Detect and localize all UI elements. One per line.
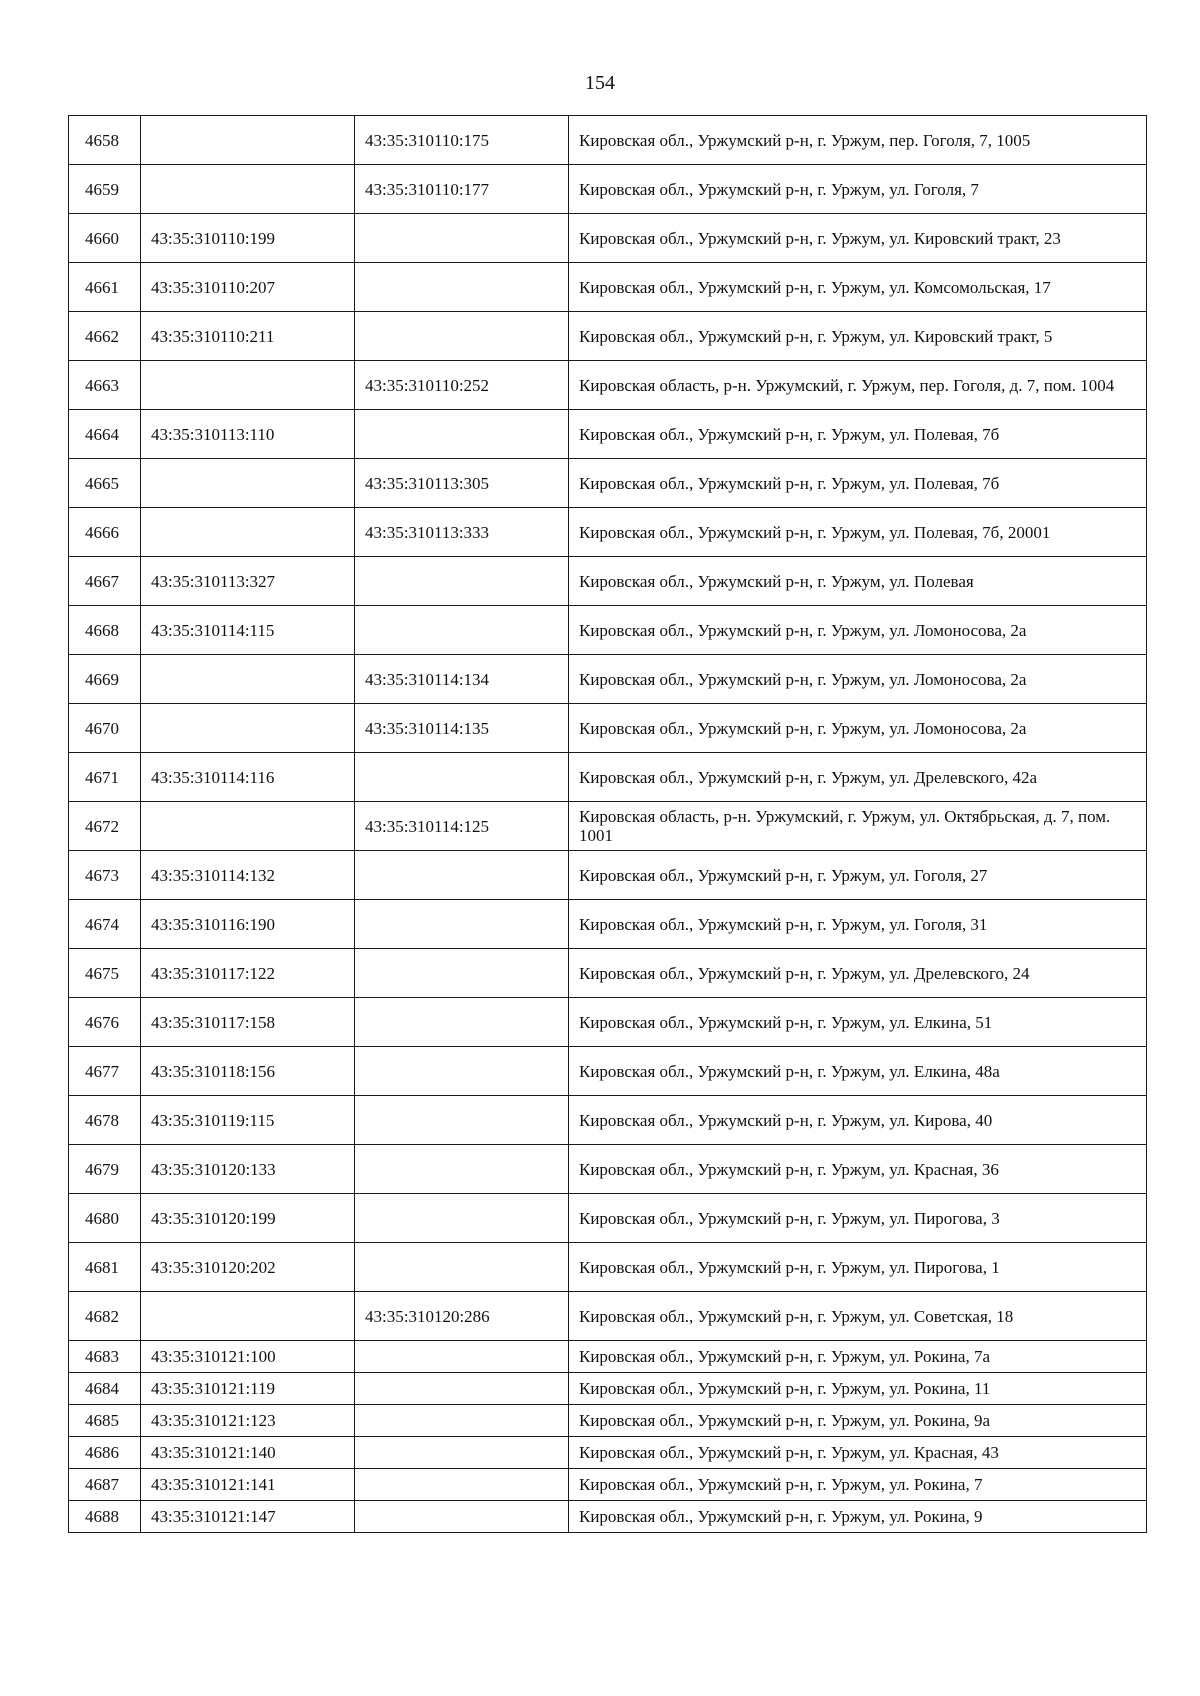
row-number-cell: 4658 xyxy=(69,116,141,165)
address-cell: Кировская обл., Уржумский р-н, г. Уржум, ул. Гоголя, 31 xyxy=(569,900,1147,949)
address-cell: Кировская обл., Уржумский р-н, г. Уржум, ул. Ломоносова, 2а xyxy=(569,655,1147,704)
land-cadastral-number-cell: 43:35:310114:116 xyxy=(141,753,355,802)
address-cell: Кировская обл., Уржумский р-н, г. Уржум, ул. Елкина, 48а xyxy=(569,1047,1147,1096)
land-cadastral-number-cell: 43:35:310116:190 xyxy=(141,900,355,949)
building-cadastral-number-cell: 43:35:310110:252 xyxy=(355,361,569,410)
table-row xyxy=(69,900,1147,949)
land-cadastral-number-cell xyxy=(141,704,355,753)
land-cadastral-number-cell xyxy=(141,802,355,851)
address-cell: Кировская обл., Уржумский р-н, г. Уржум, ул. Гоголя, 27 xyxy=(569,851,1147,900)
row-number-cell: 4659 xyxy=(69,165,141,214)
address-cell: Кировская обл., Уржумский р-н, г. Уржум, ул. Ломоносова, 2а xyxy=(569,606,1147,655)
building-cadastral-number-cell: 43:35:310120:286 xyxy=(355,1292,569,1341)
row-number-cell: 4679 xyxy=(69,1145,141,1194)
address-cell: Кировская обл., Уржумский р-н, г. Уржум, ул. Рокина, 9а xyxy=(569,1405,1147,1437)
row-number-cell: 4674 xyxy=(69,900,141,949)
row-number-cell: 4662 xyxy=(69,312,141,361)
row-number-cell: 4675 xyxy=(69,949,141,998)
table-row xyxy=(69,998,1147,1047)
land-cadastral-number-cell: 43:35:310121:100 xyxy=(141,1341,355,1373)
table-row xyxy=(69,557,1147,606)
building-cadastral-number-cell: 43:35:310114:125 xyxy=(355,802,569,851)
address-cell: Кировская обл., Уржумский р-н, г. Уржум, ул. Кирова, 40 xyxy=(569,1096,1147,1145)
table-row xyxy=(69,116,1147,165)
table-row xyxy=(69,459,1147,508)
building-cadastral-number-cell xyxy=(355,949,569,998)
row-number-cell: 4687 xyxy=(69,1469,141,1501)
building-cadastral-number-cell: 43:35:310114:134 xyxy=(355,655,569,704)
address-cell: Кировская обл., Уржумский р-н, г. Уржум, ул. Советская, 18 xyxy=(569,1292,1147,1341)
row-number-cell: 4684 xyxy=(69,1373,141,1405)
building-cadastral-number-cell xyxy=(355,1501,569,1533)
address-cell: Кировская обл., Уржумский р-н, г. Уржум, ул. Полевая xyxy=(569,557,1147,606)
table-row xyxy=(69,508,1147,557)
land-cadastral-number-cell xyxy=(141,508,355,557)
building-cadastral-number-cell xyxy=(355,1194,569,1243)
land-cadastral-number-cell xyxy=(141,459,355,508)
row-number-cell: 4685 xyxy=(69,1405,141,1437)
building-cadastral-number-cell xyxy=(355,606,569,655)
address-cell: Кировская обл., Уржумский р-н, г. Уржум, ул. Полевая, 7б xyxy=(569,459,1147,508)
land-cadastral-number-cell: 43:35:310120:202 xyxy=(141,1243,355,1292)
building-cadastral-number-cell xyxy=(355,1405,569,1437)
land-cadastral-number-cell xyxy=(141,655,355,704)
land-cadastral-number-cell: 43:35:310110:207 xyxy=(141,263,355,312)
table-row xyxy=(69,1373,1147,1405)
address-cell: Кировская обл., Уржумский р-н, г. Уржум, ул. Кировский тракт, 23 xyxy=(569,214,1147,263)
table-row xyxy=(69,1096,1147,1145)
table-row xyxy=(69,1341,1147,1373)
building-cadastral-number-cell xyxy=(355,753,569,802)
land-cadastral-number-cell xyxy=(141,361,355,410)
land-cadastral-number-cell: 43:35:310114:132 xyxy=(141,851,355,900)
address-cell: Кировская обл., Уржумский р-н, г. Уржум, ул. Рокина, 7а xyxy=(569,1341,1147,1373)
address-cell: Кировская обл., Уржумский р-н, г. Уржум, ул. Красная, 36 xyxy=(569,1145,1147,1194)
building-cadastral-number-cell xyxy=(355,1437,569,1469)
row-number-cell: 4683 xyxy=(69,1341,141,1373)
row-number-cell: 4680 xyxy=(69,1194,141,1243)
building-cadastral-number-cell xyxy=(355,851,569,900)
land-cadastral-number-cell xyxy=(141,165,355,214)
address-cell: Кировская обл., Уржумский р-н, г. Уржум, ул. Полевая, 7б, 20001 xyxy=(569,508,1147,557)
land-cadastral-number-cell xyxy=(141,1292,355,1341)
table-row xyxy=(69,704,1147,753)
row-number-cell: 4686 xyxy=(69,1437,141,1469)
table-row xyxy=(69,655,1147,704)
table-row xyxy=(69,1469,1147,1501)
building-cadastral-number-cell xyxy=(355,1096,569,1145)
land-cadastral-number-cell: 43:35:310121:123 xyxy=(141,1405,355,1437)
table-row xyxy=(69,1145,1147,1194)
building-cadastral-number-cell xyxy=(355,1373,569,1405)
land-cadastral-number-cell: 43:35:310113:110 xyxy=(141,410,355,459)
land-cadastral-number-cell: 43:35:310117:158 xyxy=(141,998,355,1047)
address-cell: Кировская обл., Уржумский р-н, г. Уржум, ул. Красная, 43 xyxy=(569,1437,1147,1469)
building-cadastral-number-cell xyxy=(355,214,569,263)
table-body xyxy=(69,116,1147,1533)
row-number-cell: 4677 xyxy=(69,1047,141,1096)
table-row xyxy=(69,312,1147,361)
row-number-cell: 4682 xyxy=(69,1292,141,1341)
address-cell: Кировская обл., Уржумский р-н, г. Уржум, ул. Рокина, 9 xyxy=(569,1501,1147,1533)
row-number-cell: 4688 xyxy=(69,1501,141,1533)
land-cadastral-number-cell: 43:35:310119:115 xyxy=(141,1096,355,1145)
address-cell: Кировская область, р-н. Уржумский, г. Уржум, пер. Гоголя, д. 7, пом. 1004 xyxy=(569,361,1147,410)
land-cadastral-number-cell: 43:35:310121:147 xyxy=(141,1501,355,1533)
registry-table xyxy=(68,115,1147,1533)
building-cadastral-number-cell xyxy=(355,557,569,606)
building-cadastral-number-cell xyxy=(355,410,569,459)
address-cell: Кировская обл., Уржумский р-н, г. Уржум, ул. Дрелевского, 42а xyxy=(569,753,1147,802)
building-cadastral-number-cell xyxy=(355,998,569,1047)
address-cell: Кировская обл., Уржумский р-н, г. Уржум, ул. Дрелевского, 24 xyxy=(569,949,1147,998)
land-cadastral-number-cell: 43:35:310110:211 xyxy=(141,312,355,361)
table-row xyxy=(69,1047,1147,1096)
row-number-cell: 4668 xyxy=(69,606,141,655)
page-number: 154 xyxy=(585,72,615,94)
row-number-cell: 4667 xyxy=(69,557,141,606)
table-row xyxy=(69,1243,1147,1292)
land-cadastral-number-cell xyxy=(141,116,355,165)
table-row xyxy=(69,1501,1147,1533)
table-row xyxy=(69,1194,1147,1243)
address-cell: Кировская обл., Уржумский р-н, г. Уржум, ул. Ломоносова, 2а xyxy=(569,704,1147,753)
table-row xyxy=(69,263,1147,312)
table-row xyxy=(69,802,1147,851)
row-number-cell: 4663 xyxy=(69,361,141,410)
row-number-cell: 4673 xyxy=(69,851,141,900)
table-row xyxy=(69,949,1147,998)
row-number-cell: 4661 xyxy=(69,263,141,312)
row-number-cell: 4672 xyxy=(69,802,141,851)
row-number-cell: 4681 xyxy=(69,1243,141,1292)
row-number-cell: 4665 xyxy=(69,459,141,508)
building-cadastral-number-cell xyxy=(355,312,569,361)
table-row xyxy=(69,1405,1147,1437)
table-row xyxy=(69,753,1147,802)
address-cell: Кировская обл., Уржумский р-н, г. Уржум, ул. Рокина, 7 xyxy=(569,1469,1147,1501)
building-cadastral-number-cell xyxy=(355,1047,569,1096)
table-row xyxy=(69,1292,1147,1341)
address-cell: Кировская обл., Уржумский р-н, г. Уржум, ул. Елкина, 51 xyxy=(569,998,1147,1047)
row-number-cell: 4670 xyxy=(69,704,141,753)
building-cadastral-number-cell: 43:35:310110:175 xyxy=(355,116,569,165)
table-row xyxy=(69,410,1147,459)
address-cell: Кировская обл., Уржумский р-н, г. Уржум, ул. Комсомольская, 17 xyxy=(569,263,1147,312)
address-cell: Кировская обл., Уржумский р-н, г. Уржум, ул. Пирогова, 1 xyxy=(569,1243,1147,1292)
building-cadastral-number-cell: 43:35:310113:305 xyxy=(355,459,569,508)
building-cadastral-number-cell xyxy=(355,263,569,312)
row-number-cell: 4666 xyxy=(69,508,141,557)
row-number-cell: 4664 xyxy=(69,410,141,459)
table-row xyxy=(69,851,1147,900)
building-cadastral-number-cell: 43:35:310114:135 xyxy=(355,704,569,753)
table-row xyxy=(69,361,1147,410)
row-number-cell: 4660 xyxy=(69,214,141,263)
land-cadastral-number-cell: 43:35:310121:119 xyxy=(141,1373,355,1405)
land-cadastral-number-cell: 43:35:310121:140 xyxy=(141,1437,355,1469)
address-cell: Кировская обл., Уржумский р-н, г. Уржум, ул. Кировский тракт, 5 xyxy=(569,312,1147,361)
land-cadastral-number-cell: 43:35:310118:156 xyxy=(141,1047,355,1096)
table-row xyxy=(69,1437,1147,1469)
building-cadastral-number-cell xyxy=(355,1469,569,1501)
building-cadastral-number-cell xyxy=(355,1243,569,1292)
table-row xyxy=(69,165,1147,214)
address-cell: Кировская обл., Уржумский р-н, г. Уржум, ул. Полевая, 7б xyxy=(569,410,1147,459)
row-number-cell: 4669 xyxy=(69,655,141,704)
land-cadastral-number-cell: 43:35:310120:199 xyxy=(141,1194,355,1243)
building-cadastral-number-cell xyxy=(355,1145,569,1194)
address-cell: Кировская обл., Уржумский р-н, г. Уржум, ул. Пирогова, 3 xyxy=(569,1194,1147,1243)
address-cell: Кировская обл., Уржумский р-н, г. Уржум, ул. Гоголя, 7 xyxy=(569,165,1147,214)
land-cadastral-number-cell: 43:35:310117:122 xyxy=(141,949,355,998)
building-cadastral-number-cell: 43:35:310110:177 xyxy=(355,165,569,214)
table-row xyxy=(69,214,1147,263)
land-cadastral-number-cell: 43:35:310114:115 xyxy=(141,606,355,655)
building-cadastral-number-cell xyxy=(355,900,569,949)
address-cell: Кировская обл., Уржумский р-н, г. Уржум, пер. Гоголя, 7, 1005 xyxy=(569,116,1147,165)
row-number-cell: 4678 xyxy=(69,1096,141,1145)
building-cadastral-number-cell: 43:35:310113:333 xyxy=(355,508,569,557)
building-cadastral-number-cell xyxy=(355,1341,569,1373)
land-cadastral-number-cell: 43:35:310113:327 xyxy=(141,557,355,606)
row-number-cell: 4676 xyxy=(69,998,141,1047)
land-cadastral-number-cell: 43:35:310121:141 xyxy=(141,1469,355,1501)
table-row xyxy=(69,606,1147,655)
row-number-cell: 4671 xyxy=(69,753,141,802)
land-cadastral-number-cell: 43:35:310110:199 xyxy=(141,214,355,263)
land-cadastral-number-cell: 43:35:310120:133 xyxy=(141,1145,355,1194)
address-cell: Кировская область, р-н. Уржумский, г. Уржум, ул. Октябрьская, д. 7, пом. 1001 xyxy=(569,802,1147,851)
address-cell: Кировская обл., Уржумский р-н, г. Уржум, ул. Рокина, 11 xyxy=(569,1373,1147,1405)
